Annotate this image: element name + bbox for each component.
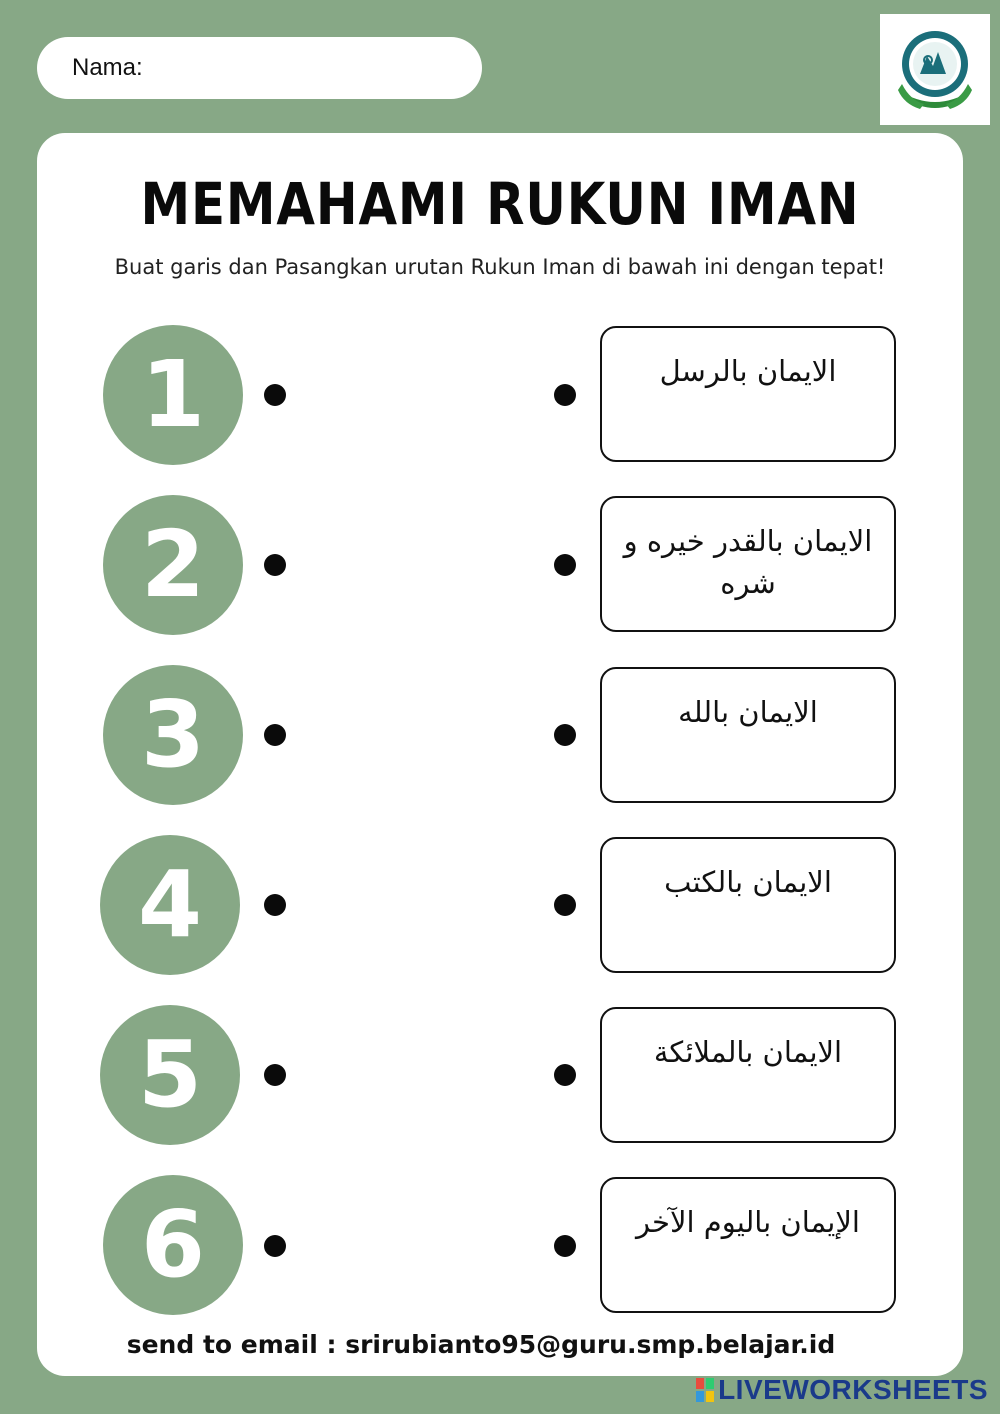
- right-connector-dot[interactable]: [554, 384, 576, 406]
- footer-email-text: send to email : srirubianto95@guru.smp.belajar.id: [126, 1330, 836, 1359]
- answer-box[interactable]: [600, 837, 896, 973]
- answer-box[interactable]: [600, 496, 896, 632]
- answer-text: الايمان بالملائكة: [653, 1035, 843, 1069]
- left-connector-dot[interactable]: [264, 1064, 286, 1086]
- liveworksheets-watermark: [696, 1374, 988, 1406]
- answer-text: الإيمان باليوم الآخر: [636, 1205, 860, 1239]
- name-field[interactable]: [37, 37, 482, 99]
- answer-box[interactable]: [600, 1177, 896, 1313]
- answer-box[interactable]: [600, 667, 896, 803]
- answer-box[interactable]: [600, 326, 896, 462]
- watermark-text: LIVEWORKSHEETS: [718, 1374, 988, 1405]
- left-connector-dot[interactable]: [264, 724, 286, 746]
- instruction-text: Buat garis dan Pasangkan urutan Rukun Iman di bawah ini dengan tepat!: [114, 255, 886, 279]
- answer-box[interactable]: [600, 1007, 896, 1143]
- number-circle: 6: [103, 1175, 243, 1315]
- liveworksheets-logo-icon: [696, 1378, 714, 1402]
- left-connector-dot[interactable]: [264, 1235, 286, 1257]
- number-circle: 4: [100, 835, 240, 975]
- right-connector-dot[interactable]: [554, 894, 576, 916]
- left-connector-dot[interactable]: [264, 894, 286, 916]
- school-logo: [880, 14, 990, 125]
- name-label: Nama:: [72, 54, 143, 81]
- right-connector-dot[interactable]: [554, 1235, 576, 1257]
- number-circle: 1: [103, 325, 243, 465]
- right-connector-dot[interactable]: [554, 1064, 576, 1086]
- page-title: MEMAHAMI RUKUN IMAN: [140, 170, 860, 238]
- right-connector-dot[interactable]: [554, 554, 576, 576]
- right-connector-dot[interactable]: [554, 724, 576, 746]
- number-circle: 5: [100, 1005, 240, 1145]
- answer-text: الايمان بالقدر خيره و شره: [623, 524, 873, 600]
- number-circle: 2: [103, 495, 243, 635]
- left-connector-dot[interactable]: [264, 554, 286, 576]
- answer-text: الايمان بالله: [678, 695, 818, 729]
- answer-text: الايمان بالكتب: [664, 865, 832, 899]
- number-circle: 3: [103, 665, 243, 805]
- answer-text: الايمان بالرسل: [659, 354, 837, 388]
- school-logo-icon: [880, 14, 990, 125]
- left-connector-dot[interactable]: [264, 384, 286, 406]
